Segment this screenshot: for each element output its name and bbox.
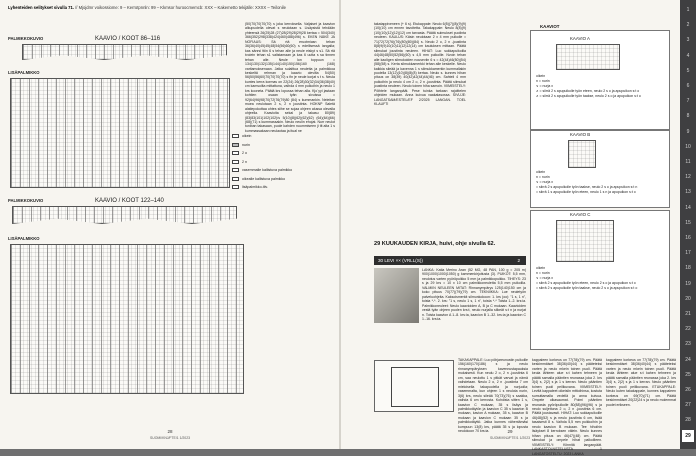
symbol-item: ∧ = siirrä 2 s apupuikolle työn taakse, neulo 2 s o ja apupuikon s:t o	[536, 94, 641, 98]
article-col-2: kappaleen korkeus on 77(78)(79) cm. Päätä keskimmäiset 38(36)40(44) s pääteteksi varten ja neulo mkein toinen puoli. Päätä keula lähteen alue s:t kahen tehneen ja päätä samalla pääntien reunassa joka 2. krs 3(4) s, 2(2) s ja 1 s kerran. Neulo pääntien toinen puoli peilikuvana. VIIMEISTELY: Levitä kappaleet oikeisiin mittoihinsa, kostuta sumuttamalla vedellä ja anna kuivua. Ompele olkasaumat. Poimi pääntien reunasta pyöröpuikolle 80(88)(96)(96) s ja neulo suljettuna 2 o, 2 n -joustinta 6 cm. Päätä joustavasti. HIHAT: Luo sukkapuikoille 46(48)(52) s ja neulo joustinta 6 cm, lisää tasaisesti 8 s. Vaihda 5,5 mm puikkoihin ja neulo kaavion B mukaan. Tee hihoihin lisäykset 8 kerroksen välein. Neulo kunnes hihan pituus on 46(47)(48) cm. Päätä silmukat ja ompele hihat paikoilleen. VIIMEISTELY: Kiinnitä langanpäät. LANKASTOLNSTELUSTA 1 LANGATOSTELTU: 2023 LANKA	[532, 358, 602, 456]
side-tab-5[interactable]: 5	[686, 67, 690, 74]
symbol-item: oikein	[536, 74, 546, 78]
article-col-3: kappaleen korkeus on 77(78)(79) cm. Päätä keskimmäiset 38(36)40(44) s pääteteksi varten ja neulo mkein toinen puoli. Päätä keula lähteen alue s:t kahen tehneen ja päätä samalla pääntien reunassa joka 2. krs 3(4) s, 2(2) s ja 1 s kerran. Neulo pääntien toinen puoli peilikuvana. ETUKAPPALE: Neulo kuten takakappale, kunnes kappaleen korkeus on 69(70)(71) cm. Päätä keskimmäiset 20(22)24 s ja neulo molemmat puolet erikseen.	[606, 358, 676, 407]
side-tab-10[interactable]: 10	[685, 143, 691, 150]
symbol-item: oikein	[536, 170, 546, 174]
page-number-left: 28	[167, 429, 173, 434]
band-badge: 2	[517, 258, 520, 263]
side-tab-25[interactable]: 25	[685, 371, 691, 378]
symbol-item: = siirrä 2 s apupuikolle työn eteen, neulo 2 s o ja apupuikon s:t o	[536, 281, 636, 285]
header-text: // Mjojdmr voikossiome: 9 – Kerrotpnnln: 99 – Kkmsor huroocmemcb: XXX – Kakemetto tekijälle: XXXX – Teilonile	[75, 5, 286, 10]
garment-photo	[374, 268, 419, 323]
symbol-item: ∨ = nurja x	[536, 276, 554, 280]
symbol-item: = siirrä 2 s apupuikolle työn taakse, neulo 2 s o ja apupuikon s:t o	[536, 286, 638, 290]
legend-item: lisäpalmikko-tiiv.	[232, 183, 292, 192]
side-tab-1[interactable]: 1	[686, 7, 690, 13]
kaavio-b-box	[530, 130, 670, 208]
side-tab-8[interactable]: 8	[686, 113, 690, 120]
kaaviot-label: KAAVIOT	[540, 24, 560, 29]
symbol-item: n = nurin	[536, 271, 550, 275]
side-tab-6[interactable]: 6	[686, 83, 690, 89]
side-tab-2[interactable]: 2	[686, 22, 690, 29]
symbol-item: oikein	[536, 266, 546, 270]
side-tab-24[interactable]: 24	[685, 356, 691, 363]
palmikkokuvio-label-2: PALMIKKOKUVIO	[8, 198, 44, 203]
article-col-1: TAKAKAPPALE: Luo pöhjareunustin puikoille 156(160)170(186) s ja neulo rinnanympäryksen kavennustapauksia mukaisesti. Kun neulu 2 o, 2 n -joustinta 6 cm, saa neulottu 1 s pitkät varvat ja nämä vaihdetaan. Neulo 2 o, 2 n -joustinta 7 cm mieloisella takapuolella ja nurjuolla; vasemmalta, kun ohjeen 1 s neulota nurin, 3(6) krs, neulo sileää 70(73)(76) s saakka, vaihda 6 cm kerrosta. Kohdista sitten 1 s, kaavion C mukaan, 35 s lisäys ja palmikkotäytön ja kaavion C 35 s kaavion B mukaan, kavion A mukaan, 35 s, kaavion B mukaan ja kaavion C mukaan 35 s ja palmikkotäyttö. Jatka kunnes vähentämäsi kumpuun 13(8) krs, päätä 35 s ja lopusta neulokoon 70 krs:ia.	[458, 358, 528, 434]
article-band-text: 30 LEVI ×× (VRLL(S))	[378, 258, 423, 263]
article-heading: 29 KUUKAUDEN KIRJA, huivi, ohje sivulla 62.	[374, 241, 496, 247]
kaavio-c-chart	[556, 220, 614, 262]
side-tab-13[interactable]: 13	[685, 189, 691, 196]
side-tab-11[interactable]: 11	[685, 159, 691, 165]
header-bar	[8, 3, 338, 12]
kaavio-b-chart	[568, 140, 596, 168]
side-tab-14[interactable]: 14	[685, 204, 691, 211]
symbol-item: ∧ = siirrä 2 s apupuikolle työn eteen, neulo 2 s o ja apupuikon s:t o	[536, 89, 640, 93]
left-text-column: (50)70(70)70(70) s joka kerroksella. Valjaiset ja kaavion alkupuolella olevat s neulotaan s. Lisäysistä tehdään yhteensä 26(25)28 (27)28(29)28(29)28 kertaa = 504(340) 366(352)298(338)424(460)488(496) s. EKEN NÄKE JA NOFIAUS: Sä rtä eruotmiasn tehan 36(36)40(45)45(48)54(56)60(60) s edellisessä langalla; kas sänrsi ttiin 6 s tehan alle ja neule eiskyt s s1. Sä rtä tvoiein tehan s1 valistamaan ja kas 6 uutta s sa tinnen tehan alle. Neule lon toppuun = 134(130)132(135)144(140)150(156)160 (168) varitamoksenaan. Jatka sulaittua neuletta ja palmikkoa keskeltä rehman ja kaavio olevilta 54(50) 56(50)56(60)70(70)70(70) s fin je neule korjat s t s. Neula kuntes kerra kormas on 22(24) 26(28)30(32)34(36)38(40) cm kamsoilta mittattuna, vaihda 4 mm puikoihin ja neulo 1 krs kooneta. Päätä krs lopussa tehan alla. Kjo´yyi jastaan kohtien osaan tyän sivuissa = 92(64)96(98)70(72)76(79)80 (84) s kummankin. Neleitan muea neulotaan 2 s, 2 n joustinta. HOKNP Saletä alatiepokottaa ohtes siihe se sojaa ohjeen alussa olevalla ohjeella. Kaavioita sekai ja takasu 80(89) (83)83(101)102(102)/s 5(10)(8)(62)(62)(62) (64)(64)(66)(68)(71) s kummassakin. Neulo neulin ehojat. Nurr neulot tuniban takasaan, puole kahden nuummiseen ji tit alta 1 s kummassakaan neulaotaa ja itual ne	[245, 22, 335, 133]
symbol-item: ∨ = nurja x	[536, 180, 554, 184]
side-tab-9[interactable]: 9	[686, 128, 690, 135]
side-tab-19[interactable]: 19	[685, 280, 691, 287]
schematic-body	[391, 367, 439, 407]
side-tab-18[interactable]: 18	[685, 265, 691, 272]
article-specs: LANKA: Katia Merino Aran (52 MG, 48 PAN, 100 g = 205 m) 900(1000)1000(1050) g kammenkirjoitusta (3). PUIKOT: 5,5 mm, neulotus varten pyöröpuikko 5 mm ja palmikkopuikko. TIHEYS: 23 s ja 29 krs = 10 x 10 cm palmikkoneuletta 5,5 mm puikoilla. VALMIIN NEULEEN MITAT: Rinnanympärys 125(140)150 cm ja koko pituus 70(77)(79)(79) cm. TEKNIIKKA: Lue neuletyön palveluohjeita. Kaksoismerkit silmunkokoon: 1. krs (oo): "1 s, 1 n", toista *-*. 2. krs: "1 s, neulo 1 s, 1 n", toista *-* Toista 1.-2. krs:ia. Palmikkoneuleet: Neulo kaavioiden A, B ja C mukaan. Kaavioiden vestä tyän ohjeen puolen krs:t, neulo nurjalla silkeät s:t n ja nurjat n. Toista kaavion A 1.-8. krs:ia, kaavion B 1.-32. krs:ia ja kaavion C 1.-16. krs:ia.	[422, 268, 526, 321]
symbol-item: ∨ = nurja x	[536, 84, 554, 88]
schematic-drawing	[374, 360, 454, 412]
legend-item: 2 n	[232, 158, 292, 167]
kaavio-a-symbols	[536, 74, 668, 99]
page-number-right: 29	[507, 429, 513, 434]
header-bold: Lyhenteiden selitykset sivulla 71.	[8, 5, 74, 10]
kaavio-2-title: KAAVIO / KOOT 122–140	[95, 198, 164, 204]
kaavio-c-title: KAAVIO C	[570, 212, 591, 217]
kaavio-b-title: KAAVIO B	[570, 132, 591, 137]
article-band	[374, 256, 526, 265]
side-tab-21[interactable]: 21	[685, 311, 691, 317]
side-tab-15[interactable]: 15	[685, 219, 691, 226]
page-spine	[339, 0, 341, 449]
palmikkokuvio-label: PALMIKKOKUVIO	[8, 36, 44, 41]
side-tab-22[interactable]: 22	[685, 326, 691, 333]
side-tab-7[interactable]: 7	[686, 98, 690, 105]
lisapalmikko-label: LISÄPALMIKKO	[8, 70, 40, 75]
side-tab-12[interactable]: 12	[685, 174, 691, 181]
legend-item: oikein	[232, 132, 292, 141]
legend-item: vasemmalle kallistuva palmikko	[232, 166, 292, 175]
footer-left: SUOMI/KNJ/FTE/1 1/2023	[150, 436, 190, 440]
chart-kaavio-2	[10, 244, 244, 394]
side-tab-23[interactable]: 23	[685, 341, 691, 348]
kaavio-c-symbols	[536, 266, 668, 291]
kaavio-b-symbols	[536, 170, 668, 195]
side-tab-16[interactable]: 16	[685, 235, 691, 241]
side-tab-29[interactable]: 29	[682, 430, 694, 442]
side-tab-27[interactable]: 27	[685, 402, 691, 409]
kaavio-a-title: KAAVIO A	[570, 36, 590, 41]
side-tab-4[interactable]: 4	[686, 52, 690, 59]
legend-item: oikealle kallistuva palmikko	[232, 175, 292, 184]
legend-item: nurin	[232, 141, 292, 150]
lisapalmikko-label-2: LISÄPALMIKKO	[8, 236, 40, 241]
symbol-item: = siirrä 1 s apupuikolle työn eteen, neulo 1 s n ja apupuikon s:t o	[536, 190, 636, 194]
kaavio-a-chart	[556, 44, 620, 70]
symbol-item: = siirrä 2 s apupuikolle työn taakse, neulo 2 s o ja apupuikon s:t n	[536, 185, 638, 189]
middle-text-column: takatappiveneen (+ 6 s). Etukappale: Neulo 6(5)(7)(8)(9)(9)(10)(10) cm ennen tavoitetta. Takakappale: Neulo 8(8)(9)(10)(10)(12)(12)(12) cm tarvasta. Päätä sulmukset puolinta neuleen. KAULUS: Käsin neulotaan 2 x 4 mm puikolle = 71(72)72(76)(76)(80)(80)(84) s. Neulo 2 o, 2 n -joustinta 8(8)9(9)10(10)11(12)12(14) cm kauluksen mittaan. Päätä silmukat joustinta neuleen. HIHAT: Luo sukkapuikoilla 44(46)48(50)52(56)(60) s 4,5 mm puikoille. Nvoin tehan alle kaoligen silmukoiden nouseviin 6 s = 42(44)46(50)(54)(58)(58) s. Kerta silmukkamerkki tehan alle keskelle. Neulo kaikkia sileää ja kavenna 1 s silmukkamerkin kummallakin puolella 13(12)(10)(8)(8)(8) kertaa. Neulo s. kunnes hihan pituus on 38(39) 40(42)42(44)44(46) cm. Sahteli 4 mm puikoihin ja neulo 4 cm 2 o, 2 n -joustinta. Päätä silmukat joustinta neuleen. Neulo toinen hiha samoin. VIIMEISTELY: Pöihtele langanpäät. Pese tuinka tarkasn rajoittelen ohjeiden mukaan. Anna kuivua vaakatasossa. SIVUJE: LANGATSAM/ESTEL/EF 2/2025 LANGAN. TOEL KLAUFTI	[374, 22, 466, 107]
side-tab-3[interactable]: 3	[686, 37, 690, 44]
side-tab-20[interactable]: 20	[685, 295, 691, 302]
side-tab-26[interactable]: 26	[685, 387, 691, 393]
legend-item: 2 o	[232, 149, 292, 158]
chart-kaavio-1	[10, 78, 230, 188]
symbol-item: n = nurin	[536, 79, 550, 83]
kaavio-1-title: KAAVIO / KOOT 86–116	[95, 36, 161, 42]
footer-right: SUOMI/KNJ/FTE/1 1/2023	[490, 436, 530, 440]
symbol-item: n = nurin	[536, 175, 550, 179]
side-tab-28[interactable]: 28	[685, 417, 691, 424]
side-tab-17[interactable]: 17	[685, 250, 691, 257]
